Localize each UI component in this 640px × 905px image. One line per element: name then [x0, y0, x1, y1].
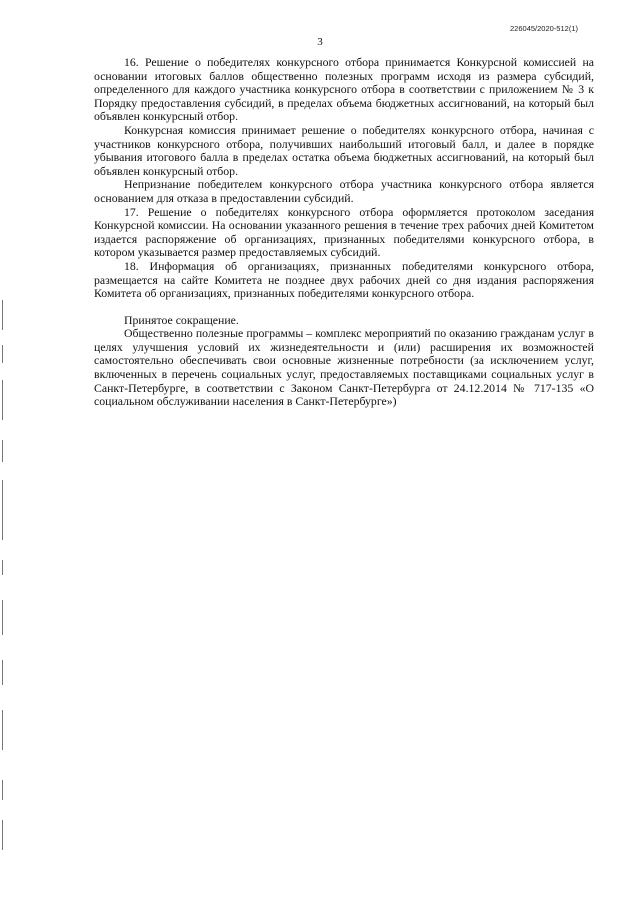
paragraph-gap [94, 301, 594, 314]
abbreviation-text: Общественно полезные программы – комплекс мероприятий по оказанию гражданам услуг в целях улучшения условий их жизнедеятельности и (или) расширения их возможностей самостоятельно обеспечивать свои основные жизненные потребности (за исключением услуг, включенных в перечень социальных услуг, предоставляемых поставщиками социальных услуг в Санкт-Петербурге, в соответствии с Законом Санкт-Петербурга от 24.12.2014 № 717-135 «О социальном обслуживании населения в Санкт-Петербурге») [94, 326, 594, 409]
abbreviation-heading: Принятое сокращение. [124, 312, 239, 327]
document-body [94, 56, 594, 409]
scan-margin-marks [2, 300, 5, 860]
paragraph-18: 18. Информация об организациях, признанных победителями конкурсного отбора, размещается на сайте Комитета не позднее двух рабочих дней со дня издания распоряжения Комитета об организациях, признанных победителями конкурсного отбора. [94, 258, 594, 301]
paragraph-17: 17. Решение о победителях конкурсного отбора оформляется протоколом заседания Конкурсной комиссии. На основании указанного решения в течение трех рабочих дней Комитетом издается распоряжение об организациях, признанных победителями конкурсного отбора, в котором указывается размер предоставляемых субсидий. [94, 204, 594, 260]
page-number: 3 [317, 36, 323, 48]
paragraph-16: 16. Решение о победителях конкурсного отбора принимается Конкурсной комиссией на основании итоговых баллов общественно полезных программ исходя из размера субсидий, определенного для каждого участника конкурсного отбора в соответствии с приложением № 3 к Порядку предоставления субсидий, в пределах объема бюджетных ассигнований, на который был объявлен конкурсный отбор. [94, 55, 594, 124]
paragraph-commission-decision: Конкурсная комиссия принимает решение о победителях конкурсного отбора, начиная с участников конкурсного отбора, получивших наибольший итоговый балл, и далее в порядке убывания итогового балла в пределах остатка объема бюджетных ассигнований, на который был объявлен конкурсный отбор. [94, 122, 594, 178]
paragraph-non-recognition: Непризнание победителем конкурсного отбора участника конкурсного отбора является основанием для отказа в предоставлении субсидий. [94, 177, 594, 205]
document-id: 226045/2020-512(1) [510, 24, 578, 33]
